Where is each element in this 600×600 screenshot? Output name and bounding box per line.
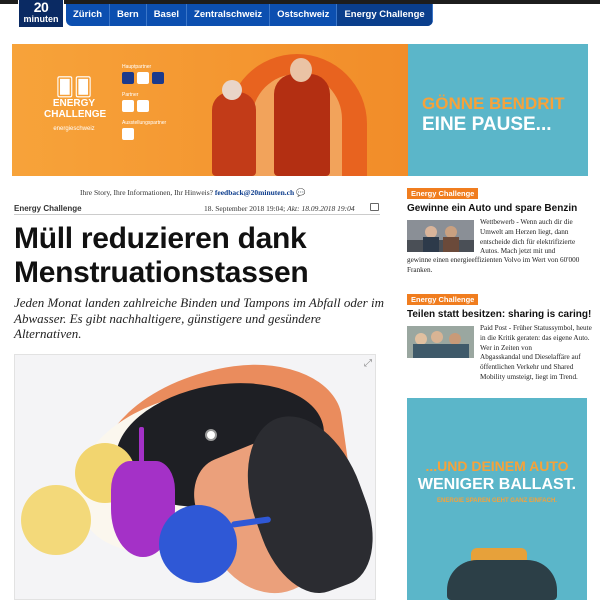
sidebar-ad[interactable]	[407, 398, 587, 600]
meta-divider	[14, 214, 380, 215]
feedback-email-link[interactable]: feedback@20minuten.ch	[214, 188, 295, 197]
teaser-2-thumbnail-image	[407, 326, 474, 358]
energy-logo-title-2: CHALLENGE	[44, 109, 107, 120]
publish-date: 18. September 2018 19:04;	[204, 204, 286, 213]
sidebar-ad-car-icon	[447, 560, 557, 600]
teaser-2-thumbnail[interactable]	[407, 326, 474, 358]
teaser-2-text: Paid Post - Früher Statussymbol, heute in die Kritik geraten: das eigene Auto. Wer in Zeiten von	[480, 324, 592, 352]
top-bar	[0, 0, 600, 28]
banner-slogan	[422, 94, 582, 136]
top-banner-ad[interactable]	[12, 44, 588, 176]
expand-icon[interactable]: ⤢	[364, 358, 372, 369]
banner-person-left	[212, 92, 256, 176]
nav-item-basel[interactable]: Basel	[147, 4, 187, 26]
partner-logo-icon	[152, 72, 164, 84]
partner-label-main: Hauptpartner	[122, 64, 152, 70]
sidebar-ad-line-1: ...UND DEINEM AUTO	[425, 458, 569, 474]
partner-logo-icon	[122, 100, 134, 112]
image-cup-blue	[159, 505, 237, 583]
teaser-1-text-rest: gewinne einen energieeffizienten Volvo im Wert von 60'000 Franken.	[407, 256, 580, 274]
article-title: Müll reduzieren dank Menstruationstassen	[14, 222, 309, 289]
image-snap-button	[205, 429, 217, 441]
teaser-1-thumbnail-image	[407, 220, 474, 252]
banner-slogan-line-2: EINE PAUSE...	[422, 114, 552, 135]
partner-label-partner: Partner	[122, 92, 139, 98]
banner-person-right-head	[290, 58, 312, 82]
energy-challenge-logo	[44, 76, 107, 132]
teaser-1-title[interactable]: Gewinne ein Auto und spare Benzin	[407, 203, 578, 214]
teaser-2-title[interactable]: Teilen statt besitzen: sharing is caring!	[407, 309, 592, 320]
updated-date: Akt: 18.09.2018 19:04	[287, 204, 355, 213]
teaser-2-text-rest: Abgasskandal und Dieselaffäre auf öffentlichen Verkehr und Shared Mobility umsteigt, liegt im Trend.	[480, 353, 581, 381]
tip-text: Ihre Story, Ihre Informationen, Ihr Hinweis?	[80, 188, 214, 197]
nav-item-ostschweiz[interactable]: Ostschweiz	[270, 4, 337, 26]
speech-bubble-icon: 💬	[296, 188, 306, 197]
print-icon[interactable]	[370, 203, 379, 211]
partner-logo-icon	[137, 72, 149, 84]
nav-item-energy-challenge[interactable]: Energy Challenge	[337, 4, 432, 26]
partner-logo-icon	[137, 100, 149, 112]
article-image[interactable]	[14, 354, 376, 600]
cards-icon: 🂠🂠	[55, 77, 93, 97]
site-logo[interactable]	[18, 0, 64, 28]
nav-item-zurich[interactable]: Zürich	[66, 4, 110, 26]
teaser-2-tag[interactable]: Energy Challenge	[407, 294, 478, 305]
partner-label-exhibition: Ausstellungspartner	[122, 120, 167, 126]
banner-partners	[122, 58, 202, 142]
sidebar-ad-line-2: WENIGER BALLAST.	[417, 476, 577, 493]
nav-item-zentralschweiz[interactable]: Zentralschweiz	[187, 4, 270, 26]
article-lead: Jeden Monat landen zahlreiche Binden und Tampons im Abfall oder im Abwasser. Es gibt nachhaltigere, günstigere und gesündere Alternativen.	[14, 295, 384, 341]
banner-person-left-head	[222, 80, 242, 100]
banner-person-right	[274, 74, 330, 176]
story-tip-line	[80, 188, 390, 197]
energy-logo-sub: energieschweiz	[53, 126, 95, 132]
energy-logo-title-1: ENERGY	[52, 98, 96, 109]
sidebar-ad-line-3: ENERGIE SPAREN GEHT GANZ EINFACH.	[437, 498, 557, 504]
banner-slogan-line-1: GÖNNE BENDRIT	[422, 94, 565, 113]
partner-logo-axa-icon	[122, 72, 134, 84]
region-nav	[66, 4, 433, 26]
teaser-1-tag[interactable]: Energy Challenge	[407, 188, 478, 199]
article-kicker[interactable]: Energy Challenge	[14, 204, 82, 213]
article-date	[204, 204, 355, 213]
teaser-1-thumbnail[interactable]	[407, 220, 474, 252]
partner-logo-icon	[122, 128, 134, 140]
logo-number: 20	[33, 0, 49, 15]
nav-item-bern[interactable]: Bern	[110, 4, 147, 26]
image-sponge	[21, 485, 91, 555]
image-cup-stem	[139, 427, 144, 463]
logo-word: minuten	[23, 14, 59, 24]
teaser-1-text: Wettbewerb - Wenn auch dir die Umwelt am Herzen liegt, dann entscheide dich für elektrifizierte Autos. Mach jetzt mit und	[480, 218, 576, 256]
